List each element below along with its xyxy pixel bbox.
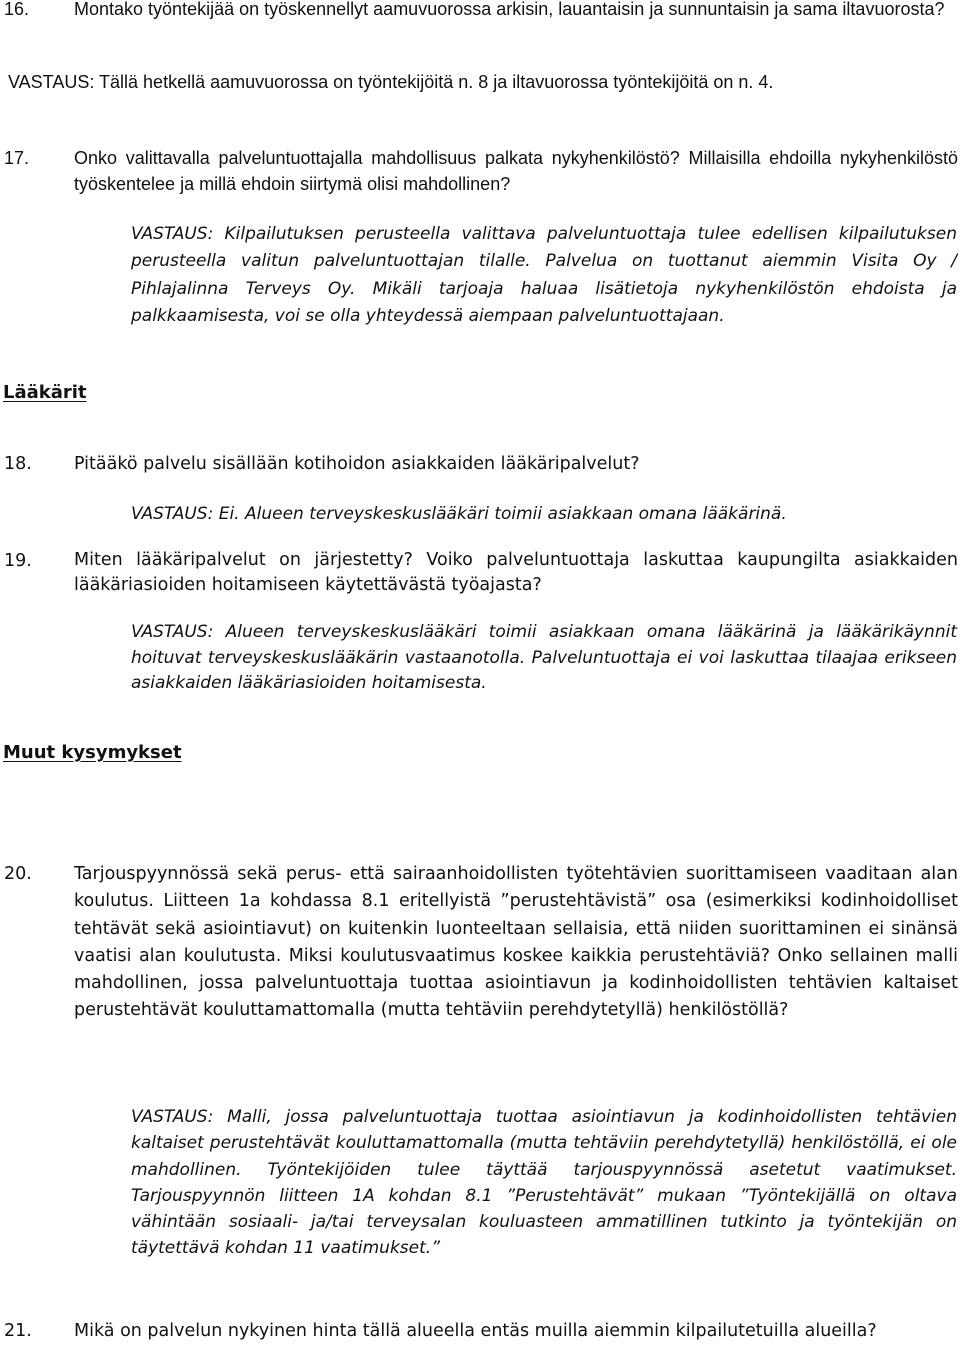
question-text: Miten lääkäripalvelut on järjestetty? Voiko palveluntuottaja laskuttaa kaupungilta asiakkaiden lääkäriasioiden hoitamiseen käytettävästä työajasta? — [74, 550, 958, 595]
answer-18: VASTAUS: Ei. Alueen terveyskeskuslääkäri toimii asiakkaan omana lääkärinä. — [131, 504, 787, 524]
answer-17: VASTAUS: Kilpailutuksen perusteella valittava palveluntuottaja tulee edellisen kilpailutuksen perusteella valitun palveluntuottajan tilalle. Palvelua on tuottanut aiemmin Visita Oy / Pihlajalinna Terveys Oy. Mikäli tarjoaja haluaa lisätietoja nykyhenkilöstön ehdoista ja palkkaamisesta, voi se olla yhteydessä aiempaan palveluntuottajaan. — [131, 224, 957, 326]
question-text: Onko valittavalla palveluntuottajalla mahdollisuus palkata nykyhenkilöstö? Millaisilla ehdoilla nykyhenkilöstö työskentelee ja millä ehdoin siirtymä olisi mahdollinen? — [74, 148, 958, 194]
question-number: 17. — [4, 148, 30, 168]
question-19 — [0, 548, 958, 598]
answer-19: VASTAUS: Alueen terveyskeskuslääkäri toimii asiakkaan omana lääkärinä ja lääkärikäynnit hoituvat terveyskeskuslääkärin vastaanotolla. Palveluntuottaja ei voi laskuttaa tilaajaa erikseen asiakkaiden lääkäriasioiden hoitamisesta. — [131, 622, 957, 693]
question-number: 18. — [4, 454, 32, 474]
question-number: 20. — [4, 864, 32, 884]
question-number: 19. — [4, 551, 32, 571]
question-18 — [0, 451, 958, 477]
question-21 — [0, 1318, 958, 1344]
section-heading-muut-kysymykset: Muut kysymykset — [3, 742, 182, 763]
question-number: 16. — [4, 0, 30, 19]
answer-16: VASTAUS: Tällä hetkellä aamuvuorossa on työntekijöitä n. 8 ja iltavuorossa työntekijöitä on n. 4. — [8, 72, 774, 92]
answer-20: VASTAUS: Malli, jossa palveluntuottaja tuottaa asiointiavun ja kodinhoidollisten tehtävien kaltaiset perustehtävät kouluttamattomalla (mutta tehtäviin perehdytetyllä) henkilöstöllä, ei ole mahdollinen. Työntekijöiden tulee täyttää tarjouspyynnössä asetetut vaatimukset. Tarjouspyynnön liitteen 1A kohdan 8.1 ”Perustehtävät” mukaan ”Työntekijällä on oltava vähintään sosiaali- ja/tai terveysalan kouluasteen ammatillinen tutkinto ja työntekijän on täytettävä kohdan 11 vaatimukset.” — [131, 1107, 957, 1259]
question-text: Pitääkö palvelu sisällään kotihoidon asiakkaiden lääkäripalvelut? — [74, 454, 640, 474]
question-17 — [0, 145, 958, 197]
question-16 — [0, 0, 958, 22]
question-20 — [0, 861, 958, 1025]
section-heading-laakarit: Lääkärit — [3, 382, 87, 403]
question-text: Tarjouspyynnössä sekä perus- että sairaanhoidollisten työtehtävien suorittamiseen vaaditaan alan koulutus. Liitteen 1a kohdassa 8.1 eritellyistä ”perustehtävistä” osa (esimerkiksi kodinhoidolliset tehtävät sekä asiointiavut) on kuitenkin luonteeltaan sellaisia, että niiden suorittaminen ei sinänsä vaatisi alan koulutusta. Miksi koulutusvaatimus koskee kaikkia perustehtäviä? Onko sellainen malli mahdollinen, jossa palveluntuottaja tuottaa asiointiavun ja kodinhoidollisten tehtävien kaltaiset perustehtävät kouluttamattomalla (mutta tehtäviin perehdytetyllä) henkilöstöllä? — [74, 864, 958, 1021]
question-text: Montako työntekijää on työskennellyt aamuvuorossa arkisin, lauantaisin ja sunnuntaisin ja sama iltavuorosta? — [74, 0, 945, 19]
question-text: Mikä on palvelun nykyinen hinta tällä alueella entäs muilla aiemmin kilpailutetuilla alueilla? — [74, 1321, 877, 1341]
question-number: 21. — [4, 1321, 32, 1341]
